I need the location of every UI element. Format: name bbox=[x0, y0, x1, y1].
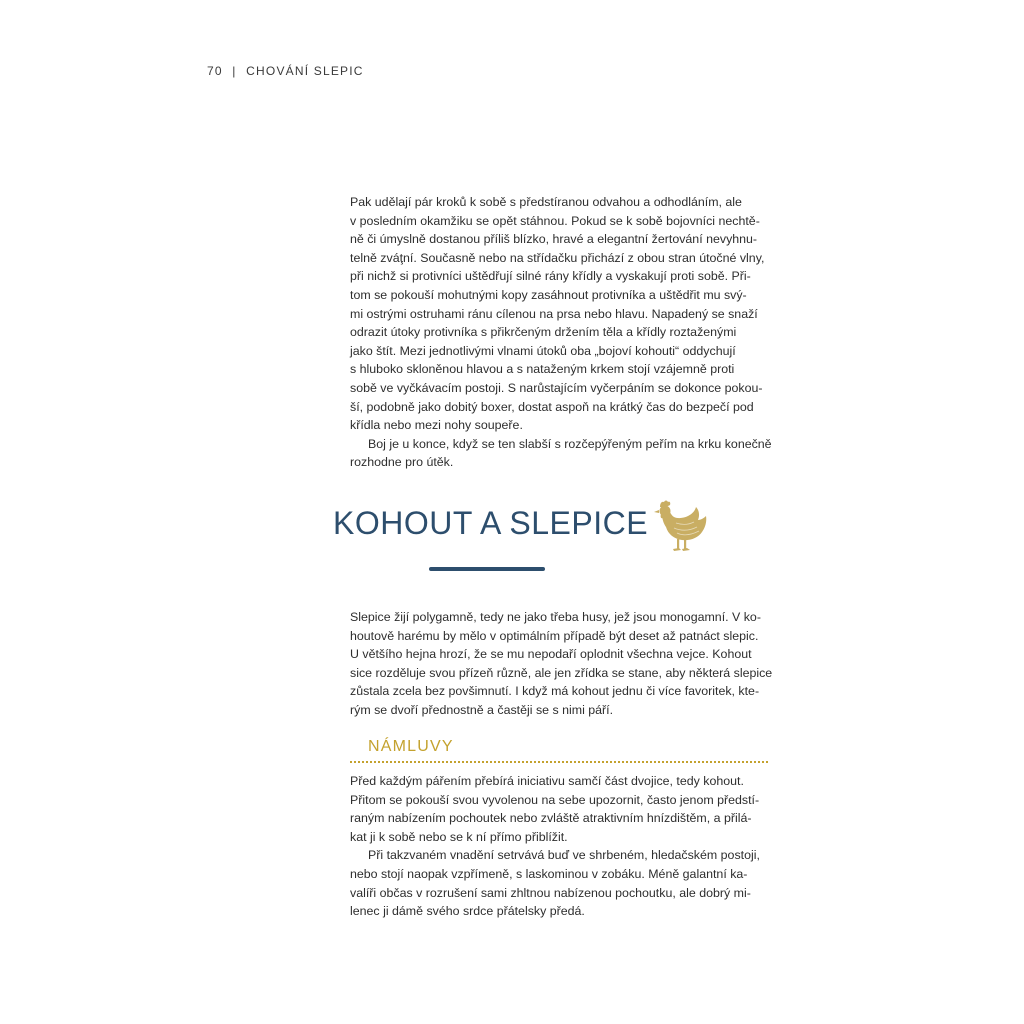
text-line: ší, podobně jako dobitý boxer, dostat aspoň na krátký čas do bezpečí pod bbox=[350, 399, 754, 414]
text-line: U většího hejna hrozí, že se mu nepodaří oplodnit všechna vejce. Kohout bbox=[350, 647, 752, 662]
text-line: Při takzvaném vnadění setrvává buď ve shrbeném, hledačském postoji, bbox=[368, 848, 760, 863]
text-line: s hluboko skloněnou hlavou a s nataženým krkem stojí vzájemně proti bbox=[350, 362, 735, 377]
section-title: KOHOUT A SLEPICE bbox=[333, 505, 649, 541]
text-line: Před každým pářením přebírá iniciativu samčí část dvojice, tedy kohout. bbox=[350, 774, 744, 788]
text-line: sobě ve vyčkávacím postoji. S narůstajícím vyčerpáním se dokonce pokou- bbox=[350, 380, 763, 395]
dotted-divider bbox=[350, 761, 768, 763]
hen-icon bbox=[652, 498, 710, 554]
text-line: tom se pokouší mohutnými kopy zasáhnout protivníka a uštědřit mu svý- bbox=[350, 287, 747, 302]
text-line: rozhodne pro útěk. bbox=[350, 455, 454, 470]
text-line: Boj je u konce, když se ten slabší s rozčepýřeným peřím na krku konečně bbox=[368, 436, 772, 451]
text-line: lenec ji dámě svého srdce přátelsky předá. bbox=[350, 904, 585, 919]
text-line: Slepice žijí polygamně, tedy ne jako třeba husy, jež jsou monogamní. V ko- bbox=[350, 610, 761, 624]
text-line: křídla nebo mezi nohy soupeře. bbox=[350, 418, 523, 433]
text-block-courtship bbox=[350, 772, 772, 921]
chapter-title: CHOVÁNÍ SLEPIC bbox=[246, 64, 364, 78]
text-line: při nichž si protivníci uštědřují silné rány křídly a vyskakují proti sobě. Při- bbox=[350, 269, 751, 284]
text-line: v posledním okamžiku se opět stáhnou. Pokud se k sobě bojovníci nechtě- bbox=[350, 213, 760, 228]
text-line: zůstala zcela bez povšimnutí. I když má kohout jednu či více favoritek, kte- bbox=[350, 684, 760, 699]
text-line: sice rozděluje svou přízeň různě, ale jen zřídka se stane, aby některá slepice bbox=[350, 665, 773, 680]
paragraph-combat bbox=[350, 193, 772, 435]
text-line: odrazit útoky protivníka s přikrčeným držením těla a křídly roztaženými bbox=[350, 325, 737, 340]
paragraph-polygamy bbox=[350, 608, 772, 720]
text-line: jako štít. Mezi jednotlivými vlnami útoků oba „bojoví kohouti“ oddychují bbox=[350, 343, 736, 358]
subsection-title: NÁMLUVY bbox=[368, 738, 454, 755]
text-line: rým se dvoří přednostně a častěji se s nimi páří. bbox=[350, 702, 614, 717]
text-line: ně či úmyslně dostanou příliš blízko, hravé a elegantní žertování nevyhnu- bbox=[350, 232, 758, 247]
text-line: raným nabízením pochoutek nebo zvláště atraktivním hnízdištěm, a přilá- bbox=[350, 811, 752, 826]
title-underline bbox=[429, 567, 545, 571]
header-separator: | bbox=[232, 64, 237, 78]
text-line: houtově harému by mělo v optimálním případě být deset až patnáct slepic. bbox=[350, 628, 759, 643]
text-block-polygamy bbox=[350, 608, 772, 720]
text-line: mi ostrými ostruhami ránu cílenou na prsa nebo hlavu. Napadený se snaží bbox=[350, 306, 758, 321]
paragraph-courtship bbox=[350, 772, 772, 846]
page-number: 70 bbox=[207, 64, 223, 78]
text-line: valíři občas v rozrušení sami zhltnou nabízenou pochoutku, ale dobrý mi- bbox=[350, 885, 751, 900]
running-header bbox=[207, 64, 364, 78]
text-line: Pak udělají pár kroků k sobě s předstíranou odvahou a odhodláním, ale bbox=[350, 195, 742, 209]
paragraph-end-of-fight bbox=[350, 435, 772, 472]
text-line: Přitom se pokouší svou vyvolenou na sebe upozornit, často jenom předstí- bbox=[350, 792, 760, 807]
text-line: nebo stojí naopak vzpřímeně, s laskominou v zobáku. Méně galantní ka- bbox=[350, 866, 748, 881]
text-line: kat ji k sobě nebo se k ní přímo přiblížit. bbox=[350, 829, 568, 844]
text-line: telně zváţní. Současně nebo na střídačku přichází z obou stran útočné vlny, bbox=[350, 250, 765, 265]
paragraph-enticing bbox=[350, 846, 772, 920]
text-block-combat bbox=[350, 193, 772, 472]
